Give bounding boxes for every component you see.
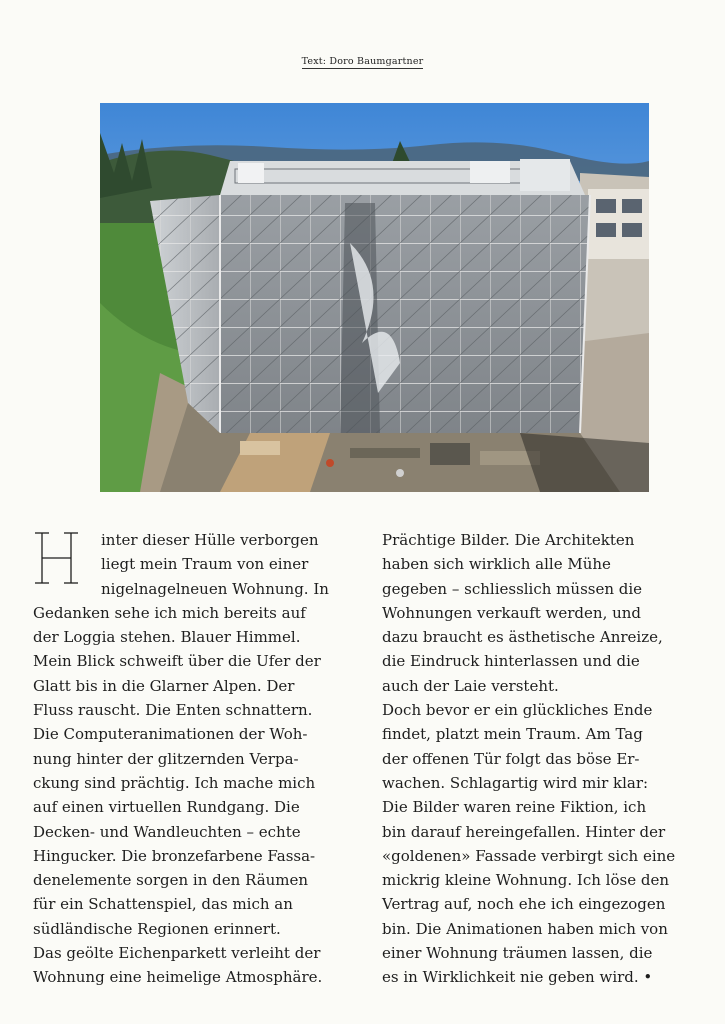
text-line: Prächtige Bilder. Die Architekten xyxy=(382,531,635,549)
text-line: Wohnungen verkauft werden, und xyxy=(382,603,642,622)
construction-scaffold-building-photo-icon xyxy=(100,103,649,492)
text-line: gegeben – schliesslich müssen die xyxy=(382,579,643,598)
text-line: Vertrag auf, noch ehe ich eingezogen xyxy=(382,895,666,914)
text-line: Doch bevor er ein glückliches Ende xyxy=(382,701,653,720)
article-photo xyxy=(100,103,649,492)
text-line: Die Bilder waren reine Fiktion, ich xyxy=(382,798,647,817)
text-line: haben sich wirklich alle Mühe xyxy=(382,555,611,574)
text-line: dazu braucht es ästhetische Anreize, xyxy=(382,628,663,647)
text-line: liegt mein Traum von einer xyxy=(101,555,309,574)
text-line: der Loggia stehen. Blauer Himmel. xyxy=(33,628,301,647)
text-line: Glatt bis in die Glarner Alpen. Der xyxy=(33,676,295,695)
text-line: es in Wirklichkeit nie geben wird. • xyxy=(382,968,653,987)
text-line: wachen. Schlagartig wird mir klar: xyxy=(382,773,649,792)
text-line: mickrig kleine Wohnung. Ich löse den xyxy=(382,871,669,890)
text-line: Die Computeranimationen der Woh- xyxy=(33,725,308,744)
text-line: bin. Die Animationen haben mich von xyxy=(382,919,668,938)
text-line: Hingucker. Die bronzefarbene Fassa- xyxy=(33,846,316,865)
text-line: für ein Schattenspiel, das mich an xyxy=(33,895,293,914)
article-column-right xyxy=(382,528,700,990)
text-line: die Eindruck hinterlassen und die xyxy=(382,652,640,671)
text-line: einer Wohnung träumen lassen, die xyxy=(382,944,653,963)
text-line: nigelnagelneuen Wohnung. In xyxy=(101,579,329,598)
text-line: südländische Regionen erinnert. xyxy=(33,919,281,938)
text-line: auf einen virtuellen Rundgang. Die xyxy=(33,798,300,817)
article-column-left xyxy=(33,528,373,990)
text-line: inter dieser Hülle verborgen xyxy=(101,531,319,549)
text-line: der offenen Tür folgt das böse Er- xyxy=(382,749,640,768)
text-line: Gedanken sehe ich mich bereits auf xyxy=(33,603,306,622)
text-line: auch der Laie versteht. xyxy=(382,676,559,695)
byline xyxy=(0,56,725,67)
text-line: ckung sind prächtig. Ich mache mich xyxy=(33,773,316,792)
text-line: Das geölte Eichenparkett verleiht der xyxy=(33,944,321,963)
text-line: Mein Blick schweift über die Ufer der xyxy=(33,652,321,671)
text-line: nung hinter der glitzernden Verpa- xyxy=(33,749,299,768)
text-line: findet, platzt mein Traum. Am Tag xyxy=(382,725,643,744)
text-line: Fluss rauscht. Die Enten schnattern. xyxy=(33,701,313,720)
text-line: Wohnung eine heimelige Atmosphäre. xyxy=(33,968,323,987)
text-line: bin darauf hereingefallen. Hinter der xyxy=(382,822,666,841)
text-line: «goldenen» Fassade verbirgt sich eine xyxy=(382,846,676,865)
text-line: Decken- und Wandleuchten – echte xyxy=(33,822,301,841)
byline-text: Text: Doro Baumgartner xyxy=(301,56,424,67)
text-line: denelemente sorgen in den Räumen xyxy=(33,871,309,890)
